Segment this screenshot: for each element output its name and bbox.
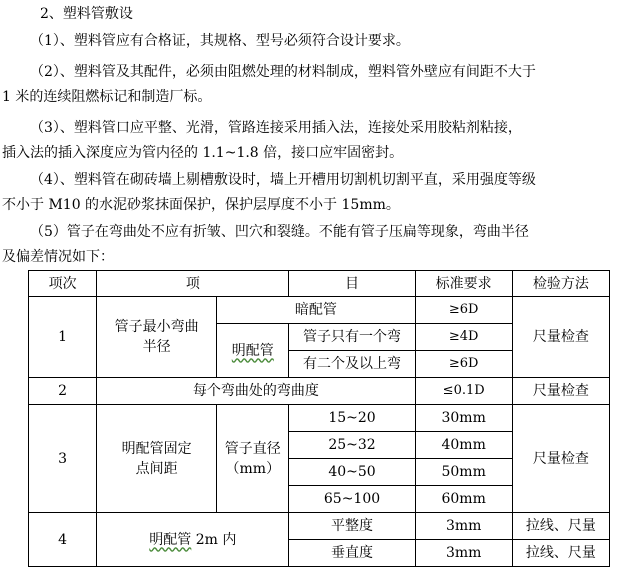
row3-std-3: 50mm xyxy=(415,459,512,486)
row3-range-1: 15~20 xyxy=(289,405,415,432)
table-row xyxy=(29,513,610,540)
paragraph-3-line-2: 插入法的插入深度应为管内径的 1.1~1.8 倍，接口应牢固密封。 xyxy=(2,145,404,161)
paragraph-4-line-1: （4）、塑料管在砌砖墙上剔槽敷设时，墙上开槽用切割机切割平直，采用强度等级 xyxy=(30,172,536,188)
table-row xyxy=(29,297,610,324)
bend-radius-table xyxy=(28,270,610,567)
row1-item-line2: 半径 xyxy=(142,339,171,355)
row1-std-concealed: ≥6D xyxy=(415,297,512,324)
row4-std-vert: 3mm xyxy=(415,540,512,567)
header-method: 检验方法 xyxy=(512,271,609,297)
row3-no: 3 xyxy=(29,405,97,513)
row1-exposed-text: 明配管 xyxy=(231,342,274,359)
row4-item-prefix: 明配管 xyxy=(149,531,192,548)
row1-one-bend: 管子只有一个弯 xyxy=(289,324,415,351)
row1-item-line1: 管子最小弯曲 xyxy=(114,319,199,335)
table-row xyxy=(29,378,610,405)
header-mu: 目 xyxy=(289,271,415,297)
row1-std-two: ≥6D xyxy=(415,351,512,378)
row1-two-bends: 有二个及以上弯 xyxy=(289,351,415,378)
row3-item-line1: 明配管固定 xyxy=(121,440,192,457)
header-standard: 标准要求 xyxy=(415,271,512,297)
row4-verticality: 垂直度 xyxy=(289,540,415,567)
row4-std-flat: 3mm xyxy=(415,513,512,540)
row1-exposed xyxy=(217,324,289,378)
row4-flatness: 平整度 xyxy=(289,513,415,540)
row4-no: 4 xyxy=(29,513,97,567)
row2-no: 2 xyxy=(29,378,97,405)
header-item: 项 xyxy=(97,271,289,297)
paragraph-1: （1）、塑料管应有合格证，其规格、型号必须符合设计要求。 xyxy=(30,33,410,49)
row3-std-2: 40mm xyxy=(415,432,512,459)
row1-item xyxy=(97,297,217,378)
row3-method: 尺量检查 xyxy=(512,405,609,513)
row4-method-vert: 拉线、尺量 xyxy=(512,540,609,567)
row4-item xyxy=(97,513,289,567)
row4-method-flat: 拉线、尺量 xyxy=(512,513,609,540)
row1-no: 1 xyxy=(29,297,97,378)
row4-item-suffix: 2m 内 xyxy=(191,531,237,548)
paragraph-3-line-1: （3）、塑料管口应平整、光滑，管路连接采用插入法，连接处采用胶粘剂粘接， xyxy=(30,120,522,136)
row3-range-3: 40~50 xyxy=(289,459,415,486)
row3-range-2: 25~32 xyxy=(289,432,415,459)
row3-std-4: 60mm xyxy=(415,486,512,513)
row1-concealed: 暗配管 xyxy=(217,297,415,324)
row3-item xyxy=(97,405,217,513)
paragraph-5-line-2: 及偏差情况如下： xyxy=(2,249,114,265)
table-header-row xyxy=(29,271,610,297)
row1-method: 尺量检查 xyxy=(512,297,609,378)
section-heading: 2、塑料管敷设 xyxy=(40,6,133,22)
paragraph-2-line-2: 1 米的连续阻燃标记和制造厂标。 xyxy=(2,89,212,105)
row3-dia-line2: （mm） xyxy=(225,460,281,477)
row2-std: ≤0.1D xyxy=(415,378,512,405)
row2-method: 尺量检查 xyxy=(512,378,609,405)
row3-diameter xyxy=(217,405,289,513)
paragraph-5-line-1: （5）管子在弯曲处不应有折皱、凹穴和裂缝。不能有管子压扁等现象，弯曲半径 xyxy=(30,224,529,240)
row3-dia-line1: 管子直径 xyxy=(224,440,281,457)
row3-std-1: 30mm xyxy=(415,405,512,432)
header-no: 项次 xyxy=(29,271,97,297)
row3-item-line2: 点间距 xyxy=(135,460,178,477)
row2-item: 每个弯曲处的弯曲度 xyxy=(97,378,415,405)
paragraph-2-line-1: （2）、塑料管及其配件，必须由阻燃处理的材料制成，塑料管外壁应有间距不大于 xyxy=(30,64,536,80)
table-row xyxy=(29,405,610,432)
row3-range-4: 65~100 xyxy=(289,486,415,513)
row1-std-one: ≥4D xyxy=(415,324,512,351)
paragraph-4-line-2: 不小于 M10 的水泥砂浆抹面保护，保护层厚度不小于 15mm。 xyxy=(2,197,400,213)
